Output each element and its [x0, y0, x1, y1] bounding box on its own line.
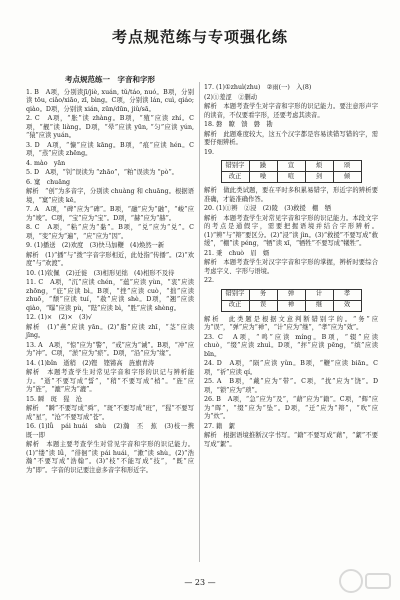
table-cell: 错别字: [221, 289, 249, 300]
answer-paragraph: 24. D A项，“陨”应读 yǔn。B项，“鞭”应读 biān。C项，“祈”应读 qí。: [204, 360, 378, 376]
table-cell: 计: [305, 289, 333, 300]
table-cell: 改正: [221, 172, 249, 183]
answer-paragraph: 21. 秉 chuò 眉 婿: [204, 249, 270, 257]
answer-paragraph: 19.: [204, 148, 215, 156]
table-cell: 烦: [305, 161, 333, 172]
answer-paragraph: 26. B A项，“急”应为“及”，“藉”应为“籍”。C项，“辉”应为“晖”，“缀”应为“坠”。D项，“迁”应为“辩”，“吹”应为“炊”。: [204, 396, 378, 420]
answer-paragraph: 15. 瞬 斑 猩 沧: [26, 395, 83, 403]
table-cell: 弹: [277, 289, 305, 300]
table-cell: 效: [333, 300, 361, 311]
answer-paragraph: 14. (1)bǐn 逝稍 (2)铿 铿锵高 旌旗青涛: [26, 359, 155, 367]
answer-paragraph: 解析 此类题是根据文意判断错别字的。“务”应为“误”，“弹”应为“禅”，“计”应为“继”，“孝”应为“效”。: [204, 315, 378, 331]
answer-paragraph: (2)①羞涩 ②删动: [204, 93, 257, 101]
answer-paragraph: 解析 本题考查学生对常见字音和字形的识记与辨析能力。“逝”不要写成“誓”，“稍”不要写成“梢”。“旌”应为“旌”，“漉”应为“漉”。: [26, 369, 194, 393]
answer-paragraph: 22.: [204, 277, 215, 284]
answer-paragraph: 9. (1)播送 (2)欢度 (3)快马加鞭 (4)焕然一新: [26, 242, 165, 249]
answer-paragraph: 解析 本题考查学生对汉字字音和字形的掌握，辨析时要综合考虑字义、字形与语境。: [204, 259, 378, 275]
table-cell: 误: [249, 300, 277, 311]
table-cell: 倾: [333, 172, 361, 183]
correction-table: [221, 160, 362, 183]
answer-paragraph: 解析 (1)“燕”应读 yān。(2)“脂”应读 zhī，“茎”应读 jīng。: [26, 323, 194, 339]
table-row: [221, 161, 361, 172]
table-cell: 噪: [249, 172, 277, 183]
correction-table: [221, 289, 362, 312]
table-cell: 宣: [277, 161, 305, 172]
table-cell: 颂: [333, 161, 361, 172]
answer-paragraph: 13. A A项，“惊”应为“警”，“戒”应为“诫”。B项，“冲”应为“冲”。C项，“淤”应为“瘀”。D项，“沿”应为“缘”。: [26, 341, 194, 357]
answer-paragraph: 解析 根据语境推断汉字书写。“籍”不要写成“藉”，“絮”不要写成“絮”。: [204, 432, 378, 448]
answer-paragraph: 7. A A项，“碑”应为“碑”。B项，“融”应为“融”，“峻”应为“竣”。C项，“宝”应为“宝”。D项，“赫”应为“赫”。: [26, 206, 194, 222]
table-cell: 禅: [277, 300, 305, 311]
answer-paragraph: 17. (1)①zhuì(zhu) ②雨(一) 入(8): [204, 84, 312, 91]
answer-paragraph: 1. B A项，分别读jī/jiè, xuán, tǔ/táo, nuó。B项，分别读 tōu, ciǎo/xiāo, zī, bìng。C项，分别读 lán, cuì, qiáo; qiào。D项，分别读 xián, zūn/dūn, jiǔ/sā。: [26, 88, 194, 113]
section-heading: 考点规范练一 字音和字形: [65, 75, 155, 84]
table-cell: 继: [305, 300, 333, 311]
table-cell: 躁: [249, 161, 277, 172]
column-divider: [199, 82, 200, 562]
answer-paragraph: 3. D A项，“慷”应读 kāng。B项，“痕”应读 hén。C项，“蒸”应读 zhēng。: [26, 141, 194, 157]
answer-paragraph: 解析 “创”为多音字，分别读 chuàng 和 chuāng。根据语境，“窠”应读 kē。: [26, 188, 194, 204]
answer-paragraph: 8. C A项，“粘”应为“黏”。B项，“兑”应为“兑”。C项，“变”应为“遍”，“应”应为“因”。: [26, 224, 194, 240]
answer-paragraph: 解析 (1)“播”与“拨”字音字形相近，此处指“传播”。(2)“欢度”与“欢渡”。: [26, 251, 194, 267]
answer-paragraph: 5. D A项，“钊”误读为 “zhāo”，“粕”误读为 “pò”。: [26, 169, 178, 176]
answer-paragraph: 解析 本题考查学生对字音和字形的识记能力。要注意形声字的读音，不仅要看字形，还要考虑其读音。: [204, 103, 378, 119]
table-row: [221, 289, 361, 300]
answer-paragraph: 11. C A项，“沉”应读 chén，“蕴”应读 yùn，“衷”应读 zhōng，“庇”应读 bì。B项，“挫”应读 cuò，“拙”应读 zhuō，“颓”应读 tuí，“赦”应读 shè。D项，“翘”应读 qiào，“曝”应读 pù，“陛”应读 bì，“胜”应读 shèng。: [26, 279, 194, 312]
answer-paragraph: 4. mào yān: [26, 159, 66, 167]
answer-paragraph: 27. 籍 絮: [204, 422, 235, 430]
table-cell: 孝: [333, 289, 361, 300]
table-cell: 喧: [277, 172, 305, 183]
table-cell: 剑: [305, 172, 333, 183]
answer-paragraph: 解析 本题主要考查学生对常见字音和字形的识记能力。(1)“缕”读 lǚ，“徘徊”读 pái huái，“漱”读 shù。(2)“浩瀚”不要写成“浩翰”。(3)“枝”不能写成“技”，“既”应为“即”。字音的识记要注意多音字和形近字。: [26, 441, 194, 474]
right-column: [204, 84, 378, 450]
table-cell: 改正: [221, 300, 249, 311]
table-row: [221, 300, 361, 311]
page-number: — 23 —: [184, 578, 216, 587]
answer-paragraph: 解析 做此类试题，要在平时多积累易错字，形近字的辨析要准确，才能准确作答。: [204, 187, 378, 203]
watermark-logo-icon: [338, 568, 394, 594]
answer-paragraph: 16. (1)lǚ pái huái shù (2)瀚 丕 蕉 (3)枝一携 既一即: [26, 423, 201, 439]
answer-paragraph: 解析 “瞬”不要写成“舜”，“斑”不要写成“班”，“猩”不要写成“星”，“沧”不要写成“苍”。: [26, 405, 194, 421]
answer-paragraph: 12. (1)× (2)× (3)√: [26, 314, 92, 321]
answer-paragraph: 解析 此题难度较大，这五个汉字都是容易读错写错的字，需要仔细辨析。: [204, 130, 378, 146]
answer-paragraph: 2. C A项，“胀”读 zhàng。B项，“殖”应读 zhí。C项，“靓”读 liàng。D项，“晕”应读 yūn, “匀”应读 yún, “猿”应读 yuán。: [26, 115, 194, 139]
answer-paragraph: 10. (1)钦佩 (2)迁徙 (3)相形见绌 (4)相形不及待: [26, 269, 175, 277]
answer-paragraph: 20. (1)①辨 ②浸 (2)陵 (3)救援 棚 牺: [204, 205, 331, 212]
page-title: 考点规范练与专项强化练: [111, 28, 288, 46]
answer-paragraph: 25. A B项，“戴”应为“带”。C项，“扰”应为“饶”。D项，“锁”应为“琐”。: [204, 378, 378, 394]
table-cell: 错别字: [221, 161, 249, 172]
left-column: [26, 75, 201, 476]
answer-paragraph: 6. 窠 chuāng: [26, 178, 71, 186]
answer-paragraph: 23. C A项，“鸣”应读 míng。B项，“辍”应读 chuò，“缀”应读 zhuì。D项，“抨”应读 pēng，“缤”应读 bīn。: [204, 333, 378, 358]
table-cell: 务: [249, 289, 277, 300]
table-row: [221, 172, 361, 183]
answer-paragraph: 18. 磐 瞭 馈 磐 勘: [204, 121, 273, 128]
answer-paragraph: 解析 本题考查学生对常见字音和字形的识记能力。本段文字的考点是通假字，需要把握语境并结合字形辨析。(1)“辨”与“辩”要区分。(2)“浸”读 jìn。(3)“救援”不要写成“救缓”，“棚”读 péng，“牺”读 xī，“牺牲”不要写成“犧牲”。: [204, 214, 378, 247]
